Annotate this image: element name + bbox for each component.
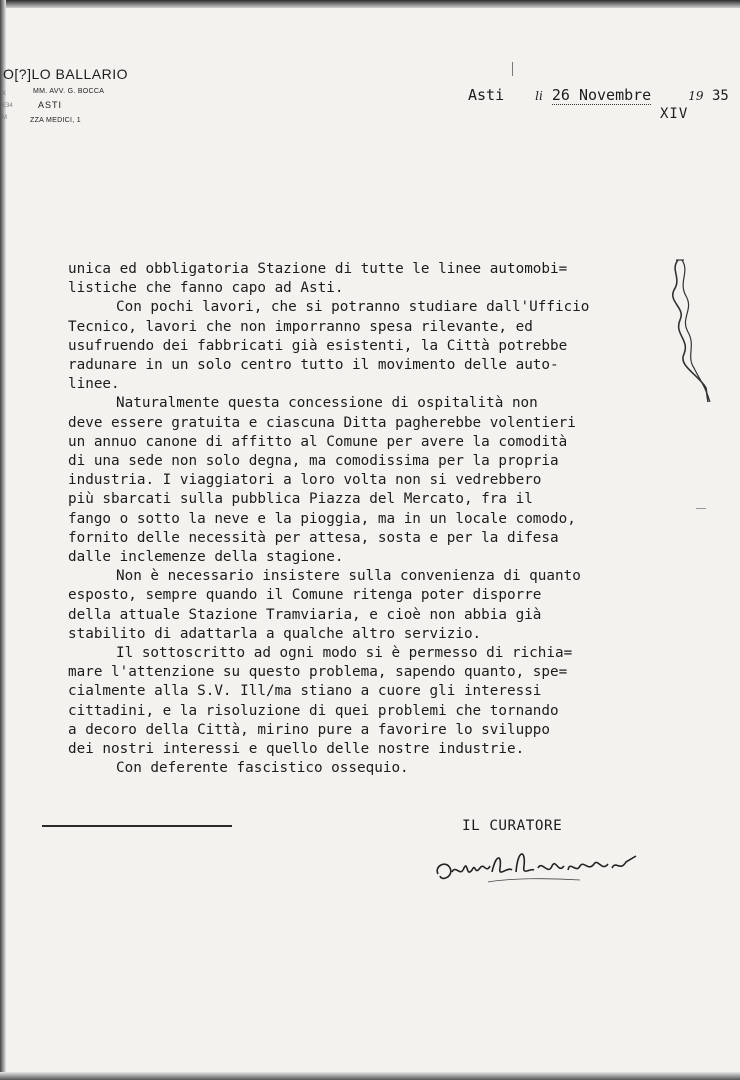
body-line: Naturalmente questa concessione di ospitalità non — [116, 395, 538, 412]
dateline — [468, 86, 704, 104]
dateline-year-written: 35 — [712, 88, 729, 104]
margin-mark: E34 — [2, 103, 13, 109]
letter-body — [68, 260, 688, 778]
body-line: stabilito di adattarla a qualche altro servizio. — [68, 625, 482, 642]
dateline-prefix: li — [535, 89, 543, 103]
dateline-era: XIV — [660, 106, 689, 122]
body-line: più sbarcati sulla pubblica Piazza del Mercato, fra il — [68, 491, 533, 508]
body-line: usufruendo dei fabbricati già esistenti, la Città potrebbe — [68, 337, 568, 354]
dateline-place: Asti — [468, 86, 505, 104]
dateline-date: 26 Novembre — [551, 86, 652, 104]
body-line: linee. — [68, 376, 120, 393]
body-line: Con deferente fascistico ossequio. — [116, 760, 409, 777]
body-line: della attuale Stazione Tramviaria, e cioè non abbia già — [68, 606, 542, 623]
punch-mark — [512, 62, 513, 76]
scan-edge-bottom — [0, 1072, 740, 1080]
body-line: esposto, sempre quando il Comune ritenga poter disporre — [68, 587, 542, 604]
dateline-year-printed: 19 — [688, 89, 704, 103]
body-line: dei nostri interessi e quello delle nostre industrie. — [68, 741, 525, 758]
letterhead-subtitle: MM. AVV. G. BOCCA — [33, 88, 105, 95]
ribbon-mark — [668, 256, 714, 406]
body-line: industria. I viaggiatori a loro volta non si vedrebbero — [68, 472, 542, 489]
body-line: Tecnico, lavori che non imporranno spesa rilevante, ed — [68, 318, 533, 335]
body-line: unica ed obbligatoria Stazione di tutte le linee automobi= — [68, 261, 568, 277]
closing-title: IL CURATORE — [462, 818, 563, 834]
body-line: listiche che fanno capo ad Asti. — [68, 280, 344, 297]
body-line: Non è necessario insistere sulla convenienza di quanto — [116, 568, 581, 585]
letterhead-city: ASTI — [38, 100, 63, 110]
margin-mark: X — [2, 91, 7, 97]
letterhead-name: O[?]LO BALLARIO — [3, 66, 128, 82]
body-line: Il sottoscritto ad ogni modo si è permesso di richia= — [116, 645, 573, 662]
body-line: un annuo canone di affitto al Comune per avere la comodità — [68, 433, 568, 450]
left-rule — [42, 825, 232, 827]
margin-mark: M — [2, 115, 7, 121]
body-line: deve essere gratuita e ciascuna Ditta pagherebbe volentieri — [68, 414, 576, 431]
body-line: a decoro della Città, mirino pure a favorire lo sviluppo — [68, 721, 551, 738]
body-line: radunare in un solo centro tutto il movimento delle auto- — [68, 357, 559, 374]
scan-edge-top — [0, 0, 740, 8]
body-line: fornito delle necessità per attesa, sosta e per la difesa — [68, 529, 559, 546]
margin-tick — [696, 508, 706, 509]
letterhead-margin-marks — [2, 88, 30, 124]
scan-edge-left — [0, 0, 6, 1080]
body-line: di una sede non solo degna, ma comodissima per la propria — [68, 453, 559, 470]
body-line: mare l'attenzione su questo problema, sapendo quanto, spe= — [68, 664, 568, 681]
body-line: cittadini, e la risoluzione di quei problemi che tornando — [68, 702, 559, 719]
letterhead-address: ZZA MEDICI, 1 — [30, 117, 81, 124]
signature-image — [430, 838, 645, 894]
body-line: fango o sotto la neve e la pioggia, ma in un locale comodo, — [68, 510, 576, 527]
body-line: cialmente alla S.V. Ill/ma stiano a cuore gli interessi — [68, 683, 542, 700]
body-line: Con pochi lavori, che si potranno studiare dall'Ufficio — [116, 299, 590, 316]
body-line: dalle inclemenze della stagione. — [68, 549, 344, 566]
